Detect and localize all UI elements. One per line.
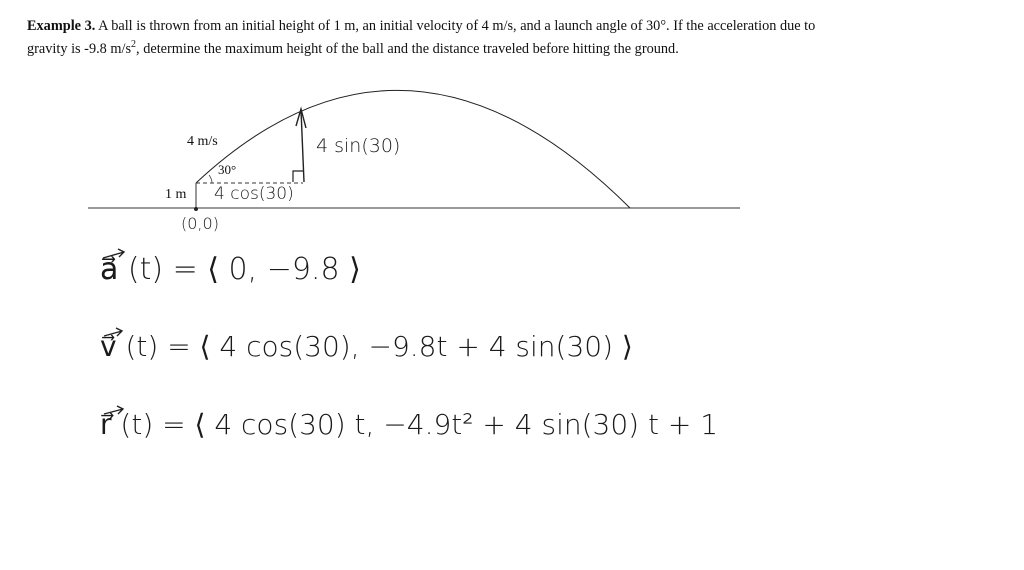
- position-equation: r⃗ (t) = ⟨ 4 cos(30) t, −4.9t² + 4 sin(30) t + 1: [100, 408, 719, 441]
- velocity-label: 4 m/s: [187, 134, 218, 149]
- acceleration-equation: a⃗ (t) = ⟨ 0, −9.8 ⟩: [100, 252, 361, 287]
- height-label: 1 m: [165, 187, 187, 202]
- angle-label: 30°: [218, 162, 237, 177]
- example-heading: Example 3.: [27, 18, 96, 34]
- problem-text-1: A ball is thrown from an initial height of 1 m, an initial velocity of 4 m/s, and a launch angle of 30°. If the acceleration due to gravity is -9.8 m/s: [27, 18, 816, 57]
- problem-text-2: , determine the maximum height of the ball and the distance traveled before hitting the ground.: [136, 40, 679, 57]
- angle-arc: [209, 175, 212, 183]
- velocity-equation: v⃗ (t) = ⟨ 4 cos(30), −9.8t + 4 sin(30) ⟩: [100, 330, 633, 363]
- right-angle-mark: [293, 171, 304, 182]
- vertical-component-label: 4 sin(30): [316, 135, 401, 157]
- horizontal-component-label: 4 cos(30): [214, 184, 294, 204]
- origin-dot: [194, 207, 198, 211]
- problem-exponent: 2: [131, 38, 137, 50]
- origin-label: (0,0): [181, 214, 219, 233]
